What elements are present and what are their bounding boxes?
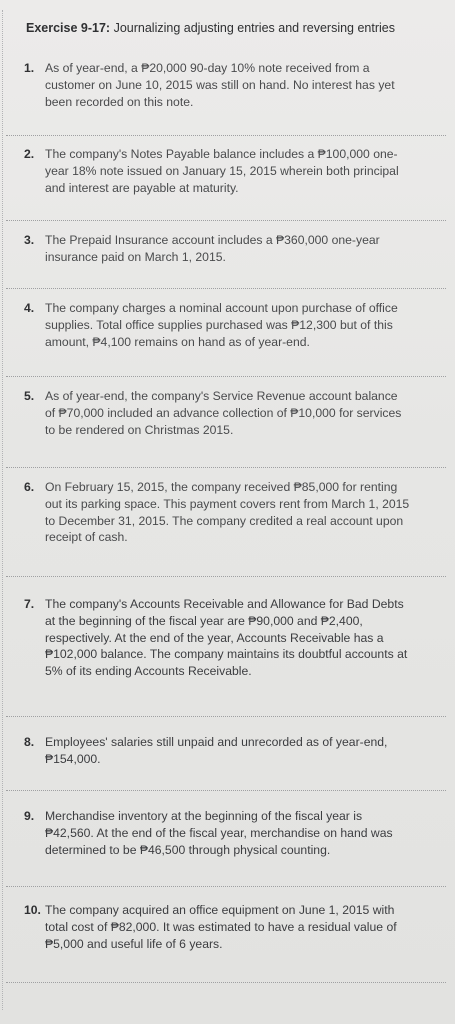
list-item: [24, 60, 410, 110]
item-number: 1.: [24, 61, 35, 75]
item-text: The Prepaid Insurance account includes a ₱360,000 one-year insurance paid on March 1, 2015.: [45, 233, 380, 264]
list-item: [24, 232, 410, 266]
divider: [6, 886, 446, 887]
exercise-title: [26, 20, 446, 36]
item-number: 6.: [24, 480, 35, 494]
list-item: [24, 808, 410, 858]
margin-rule: [2, 10, 3, 1010]
divider: [6, 135, 446, 136]
list-item: [24, 388, 410, 438]
item-number: 4.: [24, 301, 35, 315]
item-number: 7.: [24, 597, 35, 611]
item-text: As of year-end, a ₱20,000 90-day 10% note received from a customer on June 10, 2015 was still on hand. No interest has yet been recorded on this note.: [45, 61, 395, 109]
list-item: [24, 902, 410, 952]
divider: [6, 220, 446, 221]
divider: [6, 376, 446, 377]
item-number: 3.: [24, 233, 35, 247]
list-item: [24, 734, 410, 768]
item-text: Employees' salaries still unpaid and unrecorded as of year-end, ₱154,000.: [45, 735, 388, 766]
divider: [6, 467, 446, 468]
divider: [6, 288, 446, 289]
item-text: Merchandise inventory at the beginning of the fiscal year is ₱42,560. At the end of the fiscal year, merchandise on hand was determined to be ₱46,500 through physical counting.: [45, 809, 393, 857]
divider: [6, 576, 446, 577]
item-text: On February 15, 2015, the company received ₱85,000 for renting out its parking space. This payment covers rent from March 1, 2015 to December 31, 2015. The company credited a real account upon receipt of cash.: [45, 480, 410, 545]
item-text: As of year-end, the company's Service Revenue account balance of ₱70,000 included an advance collection of ₱10,000 for services to be rendered on Christmas 2015.: [45, 389, 402, 437]
divider: [6, 982, 446, 983]
list-item: [24, 300, 410, 350]
item-number: 5.: [24, 389, 35, 403]
item-text: The company's Notes Payable balance includes a ₱100,000 one-year 18% note issued on January 15, 2015 wherein both principal and interest are payable at maturity.: [45, 147, 399, 195]
list-item: [24, 479, 410, 546]
list-item: [24, 146, 410, 196]
item-number: 10.: [24, 903, 41, 917]
item-number: 8.: [24, 735, 35, 749]
exercise-label: Exercise 9-17:: [26, 21, 111, 35]
list-item: [24, 596, 410, 680]
item-text: The company charges a nominal account upon purchase of office supplies. Total office supplies purchased was ₱12,300 but of this amount, ₱4,100 remains on hand as of year-end.: [45, 301, 398, 349]
item-number: 9.: [24, 809, 35, 823]
divider: [6, 790, 446, 791]
item-number: 2.: [24, 147, 35, 161]
divider: [6, 716, 446, 717]
item-text: The company acquired an office equipment on June 1, 2015 with total cost of ₱82,000. It was estimated to have a residual value of ₱5,000 and useful life of 6 years.: [45, 903, 397, 951]
exercise-heading: Journalizing adjusting entries and reversing entries: [113, 21, 395, 35]
item-text: The company's Accounts Receivable and Allowance for Bad Debts at the beginning of the fiscal year are ₱90,000 and ₱2,400, respectively. At the end of the year, Accounts Receivable has a ₱102,000 balance. The company maintains its doubtful accounts at 5% of its ending Accounts Receivable.: [45, 597, 408, 679]
